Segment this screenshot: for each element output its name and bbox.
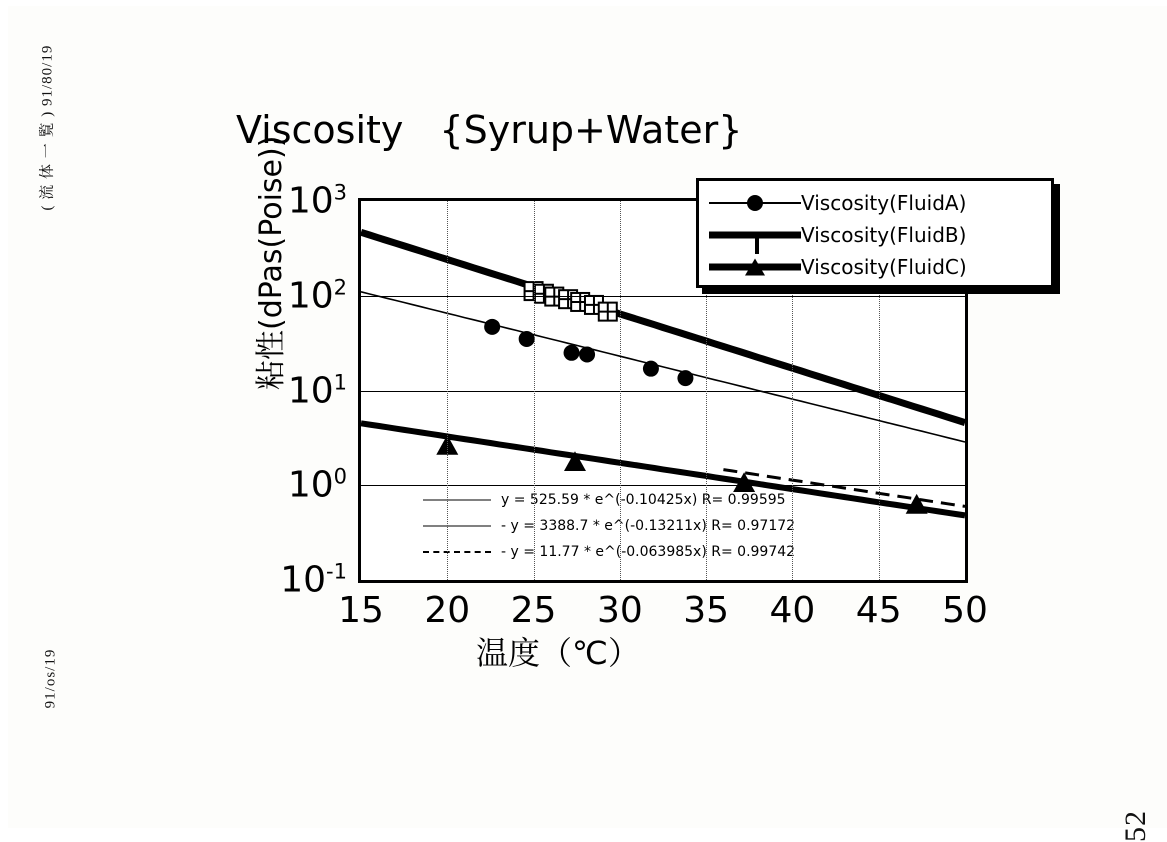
filled-circle-icon — [747, 195, 763, 211]
legend-item-fluid-b — [709, 219, 1041, 251]
chart-legend — [696, 178, 1054, 288]
y-gridline — [361, 296, 965, 297]
legend-label-fluid-c: Viscosity(FluidC) — [801, 255, 967, 279]
data-point-filled-circle — [484, 319, 500, 335]
fit-line-sample-a — [421, 490, 493, 510]
fit-line-sample-b — [421, 516, 493, 536]
handwritten-note-left-top: ( 流 体 一 覧 ) 91/80/19 — [39, 44, 56, 211]
y-gridline — [361, 580, 965, 581]
data-point-filled-circle — [643, 361, 659, 377]
data-point-crossed-square — [599, 303, 617, 321]
fit-equation-b: - y = 3388.7 * e^(-0.13211x) R= 0.97172 — [501, 518, 796, 534]
x-tick-label: 45 — [855, 590, 902, 631]
y-tick-label: $10^3$ — [287, 180, 347, 222]
x-tick-label: 25 — [510, 590, 557, 631]
legend-sample-fluid-b — [709, 221, 801, 249]
x-tick-label: 35 — [683, 590, 730, 631]
y-gridline — [361, 391, 965, 392]
trend-line — [361, 292, 965, 442]
x-tick-label: 40 — [769, 590, 816, 631]
data-point-filled-circle — [564, 345, 580, 361]
x-gridline — [620, 201, 621, 580]
x-axis-label: 温度（℃） — [476, 634, 640, 672]
y-gridline — [361, 485, 965, 486]
y-tick-label: $10^0$ — [287, 464, 347, 506]
x-tick-label: 15 — [338, 590, 384, 631]
page-edge-left — [0, 0, 8, 828]
viscosity-chart — [228, 108, 1098, 688]
fit-row — [421, 487, 841, 513]
x-tick-label: 50 — [942, 590, 988, 631]
legend-sample-fluid-c — [709, 253, 801, 281]
fit-row — [421, 539, 841, 565]
fit-row — [421, 513, 841, 539]
x-tick-label: 30 — [596, 590, 643, 631]
x-gridline — [534, 201, 535, 580]
page-edge-top — [0, 0, 1167, 6]
chart-title-main: Viscosity — [236, 108, 404, 152]
data-point-filled-circle — [519, 331, 535, 347]
legend-label-fluid-a: Viscosity(FluidA) — [801, 191, 967, 215]
fit-line-sample-c — [421, 542, 493, 562]
y-tick-label: $10^{-1}$ — [280, 559, 347, 601]
chart-title — [236, 108, 742, 152]
chart-title-sub: {Syrup+Water} — [439, 108, 743, 152]
fit-equations-box — [421, 487, 841, 569]
y-axis-label: 粘性(dPas(Poise)) — [254, 135, 289, 390]
handwritten-note-left-bottom: 91/os/19 — [42, 648, 59, 709]
filled-triangle-icon — [745, 259, 765, 276]
data-point-filled-circle — [579, 346, 595, 362]
y-tick-label: $10^1$ — [287, 370, 347, 411]
legend-item-fluid-c — [709, 251, 1041, 283]
data-point-filled-circle — [677, 370, 693, 386]
handwritten-page-number: 52 — [1119, 810, 1152, 842]
x-gridline — [447, 201, 448, 580]
fit-equation-c: - y = 11.77 * e^(-0.063985x) R= 0.99742 — [501, 544, 796, 560]
legend-item-fluid-a — [709, 187, 1041, 219]
crossed-square-icon — [755, 233, 759, 254]
fit-equation-a: y = 525.59 * e^(-0.10425x) R= 0.99595 — [501, 492, 786, 508]
legend-label-fluid-b: Viscosity(FluidB) — [801, 223, 967, 247]
legend-sample-fluid-a — [709, 189, 801, 217]
y-tick-label: $10^2$ — [287, 275, 347, 317]
x-tick-label: 20 — [424, 590, 471, 631]
